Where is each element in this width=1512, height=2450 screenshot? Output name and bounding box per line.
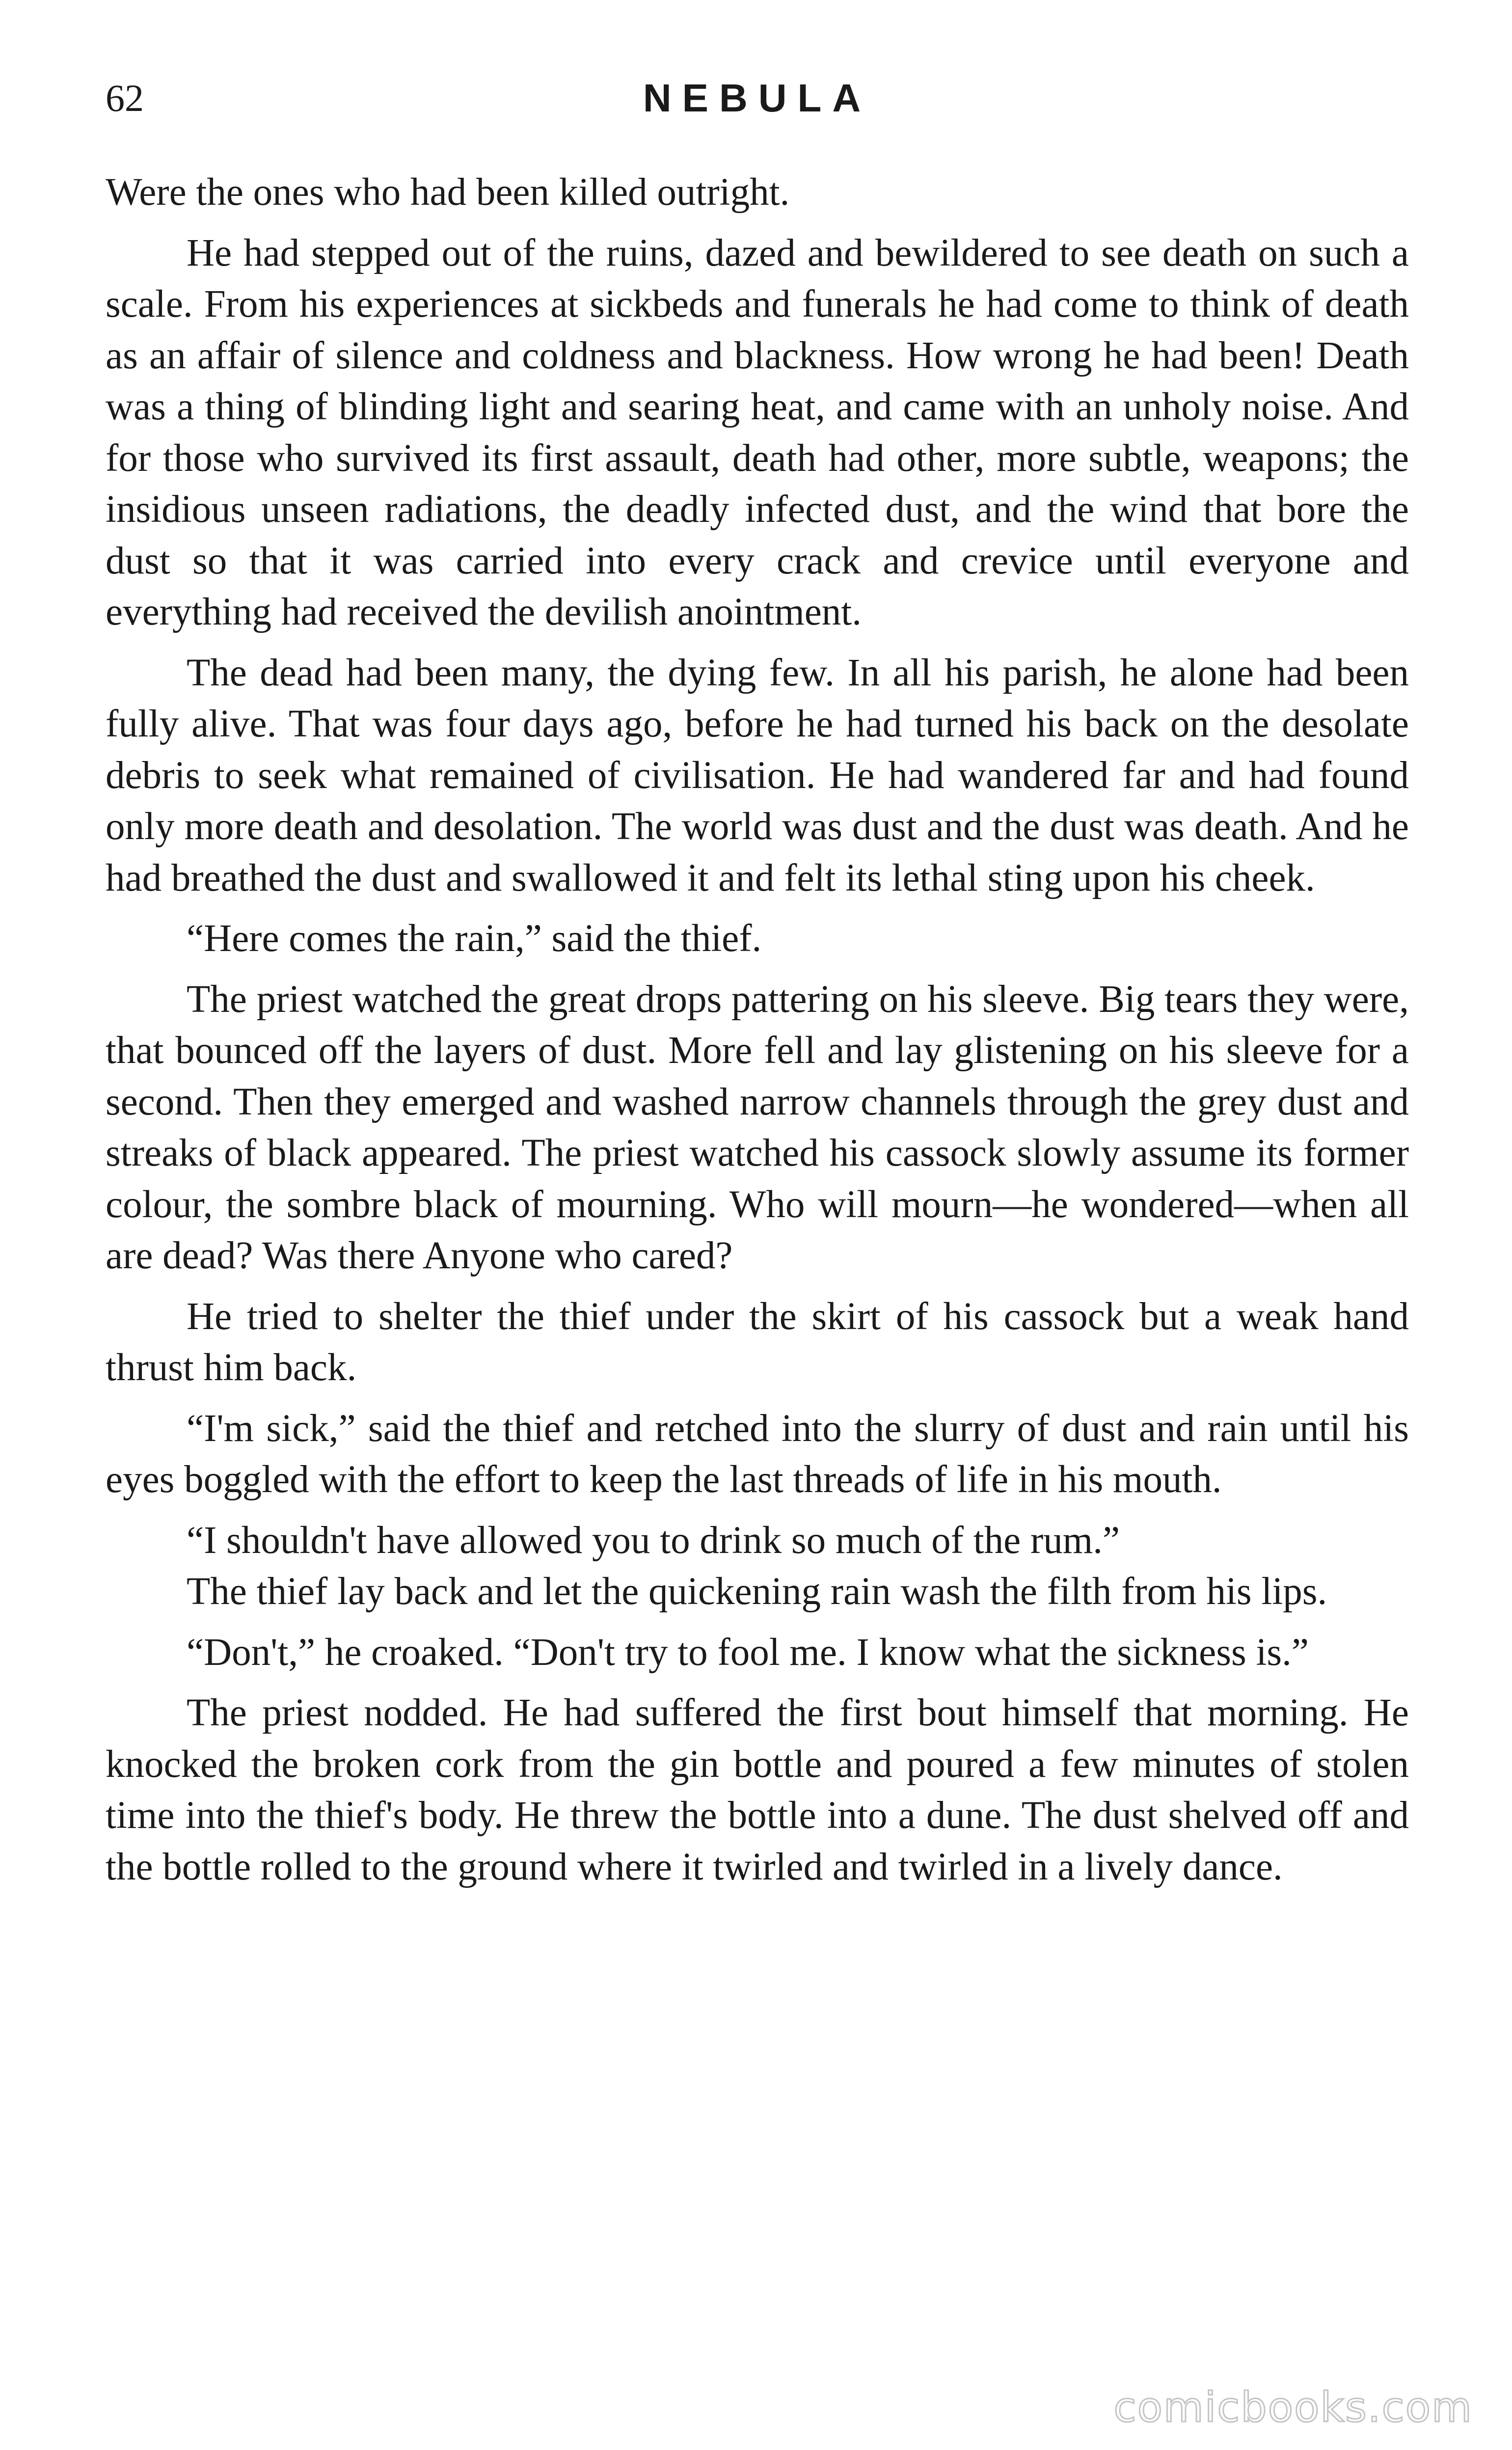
page-number: 62	[106, 77, 144, 119]
paragraph: He had stepped out of the ruins, dazed and bewildered to see death on such a scale. From his experiences at sickbeds and funerals he had come to think of death as an affair of silence and coldness and blackness. How wrong he had been! Death was a thing of blinding light and searing heat, and came with an unholy noise. And for those who survived its first assault, death had other, more subtle, weapons; the insidious unseen radiations, the deadly infected dust, and the wind that bore the dust so that it was carried into every crack and crevice until everyone and everything had received the devilish anointment.	[106, 231, 1409, 633]
paragraph: “Don't,” he croaked. “Don't try to fool me. I know what the sickness is.”	[187, 1631, 1309, 1674]
watermark: comicbooks.com	[1113, 2383, 1473, 2431]
paragraph: “I shouldn't have allowed you to drink so much of the rum.”	[187, 1519, 1120, 1562]
paragraph: He tried to shelter the thief under the skirt of his cassock but a weak hand thrust him back.	[106, 1295, 1409, 1389]
paragraph: Were the ones who had been killed outright.	[106, 171, 790, 214]
running-title: NEBULA	[643, 76, 872, 120]
paragraph: The priest nodded. He had suffered the first bout himself that morning. He knocked the broken cork from the gin bottle and poured a few minutes of stolen time into the thief's body. He threw the bottle into a dune. The dust shelved off and the bottle rolled to the ground where it twirled and twirled in a lively dance.	[106, 1691, 1409, 1888]
paragraph: “I'm sick,” said the thief and retched into the slurry of dust and rain until his eyes boggled with the effort to keep the last threads of life in his mouth.	[106, 1407, 1409, 1501]
paragraph: The thief lay back and let the quickening rain wash the filth from his lips.	[187, 1570, 1327, 1613]
paragraph: “Here comes the rain,” said the thief.	[187, 917, 762, 960]
page-header	[106, 74, 1409, 128]
paragraph: The dead had been many, the dying few. In all his parish, he alone had been fully alive. That was four days ago, before he had turned his back on the desolate debris to seek what remained of civilisation. He had wandered far and had found only more death and desolation. The world was dust and the dust was death. And he had breathed the dust and swallowed it and felt its lethal sting upon his cheek.	[106, 651, 1409, 899]
paragraph: The priest watched the great drops pattering on his sleeve. Big tears they were, that bounced off the layers of dust. More fell and lay glistening on his sleeve for a second. Then they emerged and washed narrow channels through the grey dust and streaks of black appeared. The priest watched his cassock slowly assume its former colour, the sombre black of mourning. Who will mourn—he wondered—when all are dead? Was there Anyone who cared?	[106, 978, 1409, 1277]
body-text	[106, 167, 1409, 1902]
